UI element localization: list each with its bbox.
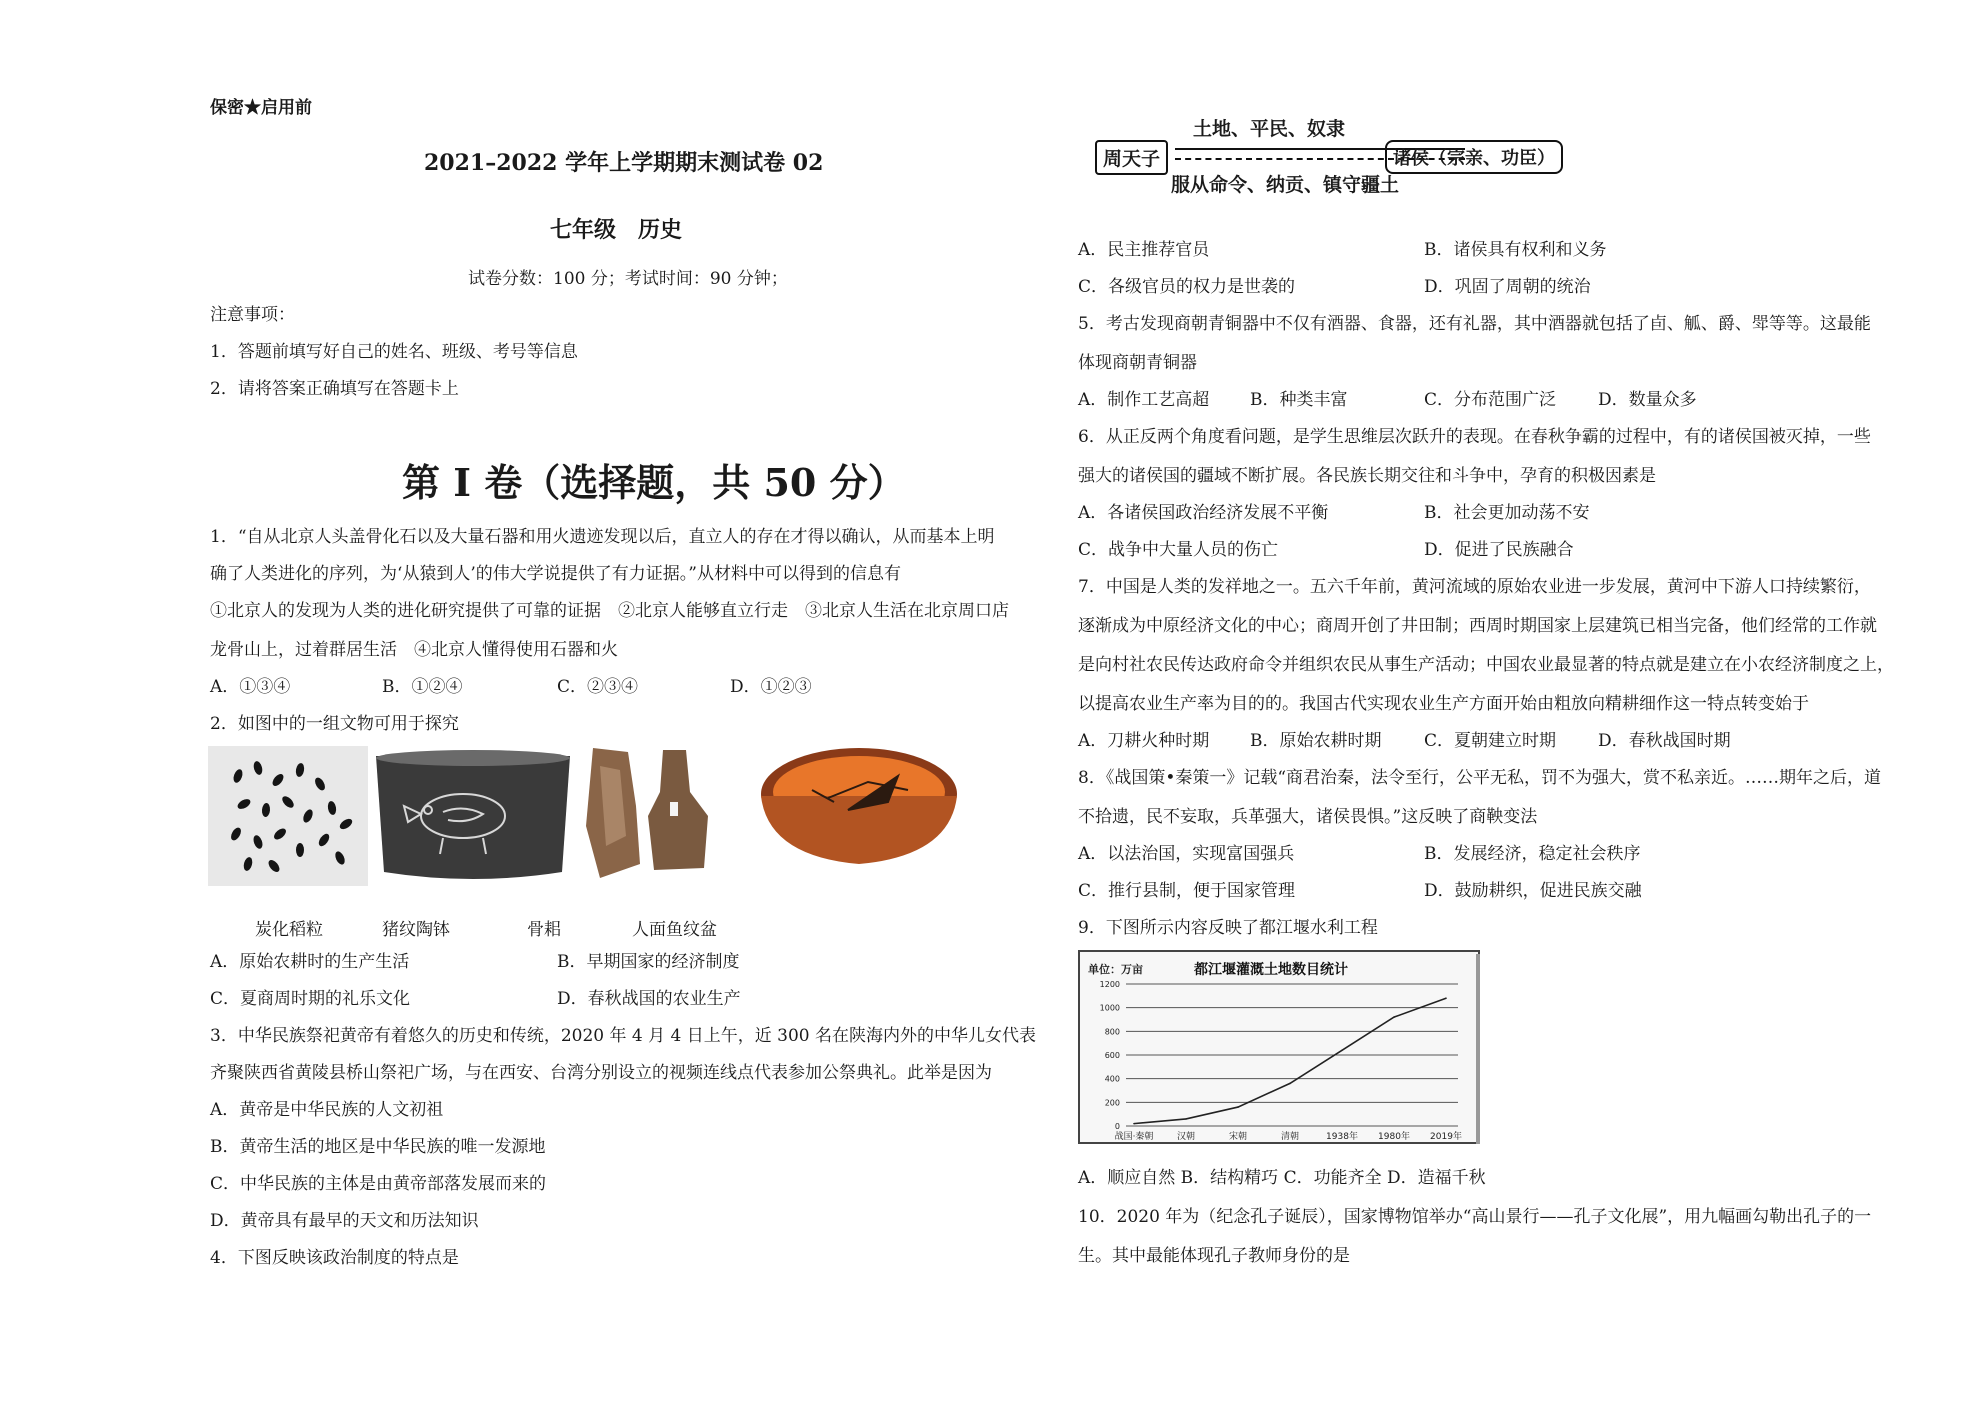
option-a[interactable]: A．原始农耕时的生产生活 xyxy=(210,952,410,972)
question-line: 以提高农业生产率为目的的。我国古代实现农业生产方面开始由粗放向精耕细作这一特点转变始于 xyxy=(1078,694,1809,714)
question-line: ①北京人的发现为人类的进化研究提供了可靠的证据 ②北京人能够直立行走 ③北京人生活在北京周口店 xyxy=(210,601,1009,621)
question-line: 10．2020 年为（纪念孔子诞辰），国家博物馆举办“高山景行——孔子文化展”，用九幅画勾勒出孔子的一 xyxy=(1078,1207,1872,1227)
notes-title: 注意事项： xyxy=(210,305,295,325)
question-line: 4．下图反映该政治制度的特点是 xyxy=(210,1248,459,1268)
pig-pottery-image xyxy=(376,750,570,879)
option-b[interactable]: B．社会更加动荡不安 xyxy=(1424,503,1590,523)
question-line: 齐聚陕西省黄陵县桥山祭祀广场，与在西安、台湾分别设立的视频连线点代表参加公祭典礼。此举是因为 xyxy=(210,1063,992,1083)
diagram-bottom-text: 服从命令、纳贡、镇守疆土 xyxy=(1171,174,1400,196)
chart-ylabel: 单位：万亩 xyxy=(1088,963,1143,976)
chart-xtick-label: 清朝 xyxy=(1280,1132,1300,1142)
option-d[interactable]: D．①②③ xyxy=(730,677,812,697)
chart-ytick-label: 0 xyxy=(1114,1122,1120,1131)
option-c[interactable]: C．夏商周时期的礼乐文化 xyxy=(210,989,411,1009)
question-line: 不拾遗，民不妄取，兵革强大，诸侯畏惧。”这反映了商鞅变法 xyxy=(1078,807,1538,827)
chart-svg xyxy=(1078,950,1482,1146)
note-item: 2．请将答案正确填写在答题卡上 xyxy=(210,379,459,399)
exam-title: 2021–2022 学年上学期期末测试卷 02 xyxy=(424,150,824,176)
question-line: 3．中华民族祭祀黄帝有着悠久的历史和传统，2020 年 4 月 4 日上午，近 300 名在陕海内外的中华儿女代表 xyxy=(210,1026,1036,1046)
option-a[interactable]: A．①③④ xyxy=(210,677,291,697)
chart-ytick-label: 400 xyxy=(1104,1074,1120,1084)
question-line: 是向村社农民传达政府命令并组织农民从事生产活动；中国农业最显著的特点就是建立在小农经济制度之上， xyxy=(1078,655,1894,675)
chart-data-point xyxy=(1133,1123,1135,1125)
question-line: 2．如图中的一组文物可用于探究 xyxy=(210,714,459,734)
option-d[interactable]: D．促进了民族融合 xyxy=(1424,540,1574,560)
chart-xtick-label: 1980年 xyxy=(1378,1132,1410,1142)
option-b[interactable]: B．发展经济，稳定社会秩序 xyxy=(1424,844,1641,864)
rice-grains-image xyxy=(208,746,368,886)
option-a[interactable]: A．黄帝是中华民族的人文初祖 xyxy=(210,1100,444,1120)
section-title: 第 I 卷（选择题，共 50 分） xyxy=(402,460,906,505)
question-line: 7．中国是人类的发祥地之一。五六千年前，黄河流域的原始农业进一步发展，黄河中下游人口持续繁衍， xyxy=(1078,577,1871,597)
option-c[interactable]: C．战争中大量人员的伤亡 xyxy=(1078,540,1279,560)
q9-options[interactable]: A．顺应自然 B．结构精巧 C．功能齐全 D．造福千秋 xyxy=(1078,1168,1486,1188)
chart-data-point xyxy=(1445,997,1447,999)
diagram-top-text: 土地、平民、奴隶 xyxy=(1193,118,1346,140)
option-d[interactable]: D．鼓励耕织，促进民族交融 xyxy=(1424,881,1642,901)
chart-data-point xyxy=(1393,1016,1395,1018)
option-b[interactable]: B．种类丰富 xyxy=(1250,390,1348,410)
option-d[interactable]: D．巩固了周朝的统治 xyxy=(1424,277,1591,297)
chart-ytick-label: 1000 xyxy=(1099,1003,1120,1013)
chart-xtick-label: 2019年 xyxy=(1430,1132,1462,1142)
option-c[interactable]: C．各级官员的权力是世袭的 xyxy=(1078,277,1296,297)
option-c[interactable]: C．夏朝建立时期 xyxy=(1424,731,1557,751)
option-c[interactable]: C．②③④ xyxy=(557,677,639,697)
confidential-mark: 保密★启用前 xyxy=(210,98,312,118)
chart-ytick-label: 1200 xyxy=(1099,980,1120,989)
fish-bowl-image xyxy=(761,748,957,864)
question-line: 6．从正反两个角度看问题，是学生思维层次跃升的表现。在春秋争霸的过程中，有的诸侯国被灭掉，一些 xyxy=(1078,427,1871,447)
option-d[interactable]: D．春秋战国时期 xyxy=(1598,731,1731,751)
option-b[interactable]: B．早期国家的经济制度 xyxy=(557,952,740,972)
option-b[interactable]: B．诸侯具有权利和义务 xyxy=(1424,240,1607,260)
chart-data-point xyxy=(1237,1106,1239,1108)
question-line: 1．“自从北京人头盖骨化石以及大量石器和用火遗迹发现以后，直立人的存在才得以确认，从而基本上明 xyxy=(210,527,995,547)
option-b[interactable]: B．原始农耕时期 xyxy=(1250,731,1382,751)
option-d[interactable]: D．数量众多 xyxy=(1598,390,1697,410)
image-label: 骨耜 xyxy=(527,920,561,940)
chart-data-point xyxy=(1185,1118,1187,1120)
chart-data-point xyxy=(1341,1049,1343,1051)
option-a[interactable]: A．刀耕火种时期 xyxy=(1078,731,1210,751)
question-line: 9．下图所示内容反映了都江堰水利工程 xyxy=(1078,918,1378,938)
option-a[interactable]: A．制作工艺高超 xyxy=(1078,390,1210,410)
chart-xtick-label: 宋朝 xyxy=(1228,1132,1248,1142)
chart-ytick-label: 600 xyxy=(1104,1051,1120,1060)
chart-frame xyxy=(1079,951,1479,1143)
chart-xtick-label: 战国·秦朝 xyxy=(1114,1132,1154,1142)
option-a[interactable]: A．以法治国，实现富国强兵 xyxy=(1078,844,1295,864)
question-line: 龙骨山上，过着群居生活 ④北京人懂得使用石器和火 xyxy=(210,640,618,660)
diagram-right-box: 诸侯（宗亲、功臣） xyxy=(1385,140,1563,174)
question-line: 确了人类进化的序列，为‘从猿到人’的伟大学说提供了有力证据。”从材料中可以得到的信息有 xyxy=(210,564,901,584)
note-item: 1．答题前填写好自己的姓名、班级、考号等信息 xyxy=(210,342,578,362)
option-a[interactable]: A．民主推荐官员 xyxy=(1078,240,1210,260)
image-label: 人面鱼纹盆 xyxy=(632,920,717,940)
option-d[interactable]: D．春秋战国的农业生产 xyxy=(557,989,741,1009)
chart-data-point xyxy=(1289,1083,1291,1085)
dujiangyan-chart xyxy=(1078,950,1482,1146)
option-c[interactable]: C．分布范围广泛 xyxy=(1424,390,1557,410)
diagram-left-box: 周天子 xyxy=(1095,140,1168,175)
chart-ytick-label: 800 xyxy=(1104,1027,1120,1037)
question-line: 生。其中最能体现孔子教师身份的是 xyxy=(1078,1246,1350,1266)
bone-spade-image xyxy=(586,748,708,878)
question-line: 强大的诸侯国的疆域不断扩展。各民族长期交往和斗争中，孕育的积极因素是 xyxy=(1078,466,1656,486)
image-label: 猪纹陶钵 xyxy=(382,920,450,940)
image-label: 炭化稻粒 xyxy=(255,920,323,940)
option-d[interactable]: D．黄帝具有最早的天文和历法知识 xyxy=(210,1211,479,1231)
option-b[interactable]: B．黄帝生活的地区是中华民族的唯一发源地 xyxy=(210,1137,546,1157)
chart-xtick-label: 1938年 xyxy=(1326,1132,1358,1142)
chart-frame-shadow xyxy=(1476,954,1480,1144)
question-line: 体现商朝青铜器 xyxy=(1078,353,1197,373)
option-c[interactable]: C．中华民族的主体是由黄帝部落发展而来的 xyxy=(210,1174,547,1194)
artifacts-image xyxy=(208,746,968,886)
chart-xtick-label: 汉朝 xyxy=(1176,1132,1196,1142)
option-b[interactable]: B．①②④ xyxy=(382,677,463,697)
zhou-feudal-diagram xyxy=(1093,110,1563,198)
exam-info: 试卷分数：100 分；考试时间：90 分钟； xyxy=(468,269,788,289)
exam-subtitle: 七年级 历史 xyxy=(550,217,683,243)
question-line: 8．《战国策•秦策一》记载“商君治秦，法令至行，公平无私，罚不为强大，赏不私亲近。……期年之后，道 xyxy=(1078,768,1882,788)
chart-title: 都江堰灌溉土地数目统计 xyxy=(1194,962,1348,978)
option-c[interactable]: C．推行县制，便于国家管理 xyxy=(1078,881,1296,901)
question-line: 5．考古发现商朝青铜器中不仅有酒器、食器，还有礼器，其中酒器就包括了卣、觚、爵、斝等等。这最能 xyxy=(1078,314,1871,334)
question-line: 逐渐成为中原经济文化的中心；商周开创了井田制；西周时期国家上层建筑已相当完备，他们经常的工作就 xyxy=(1078,616,1877,636)
chart-ytick-label: 200 xyxy=(1104,1098,1120,1108)
option-a[interactable]: A．各诸侯国政治经济发展不平衡 xyxy=(1078,503,1329,523)
